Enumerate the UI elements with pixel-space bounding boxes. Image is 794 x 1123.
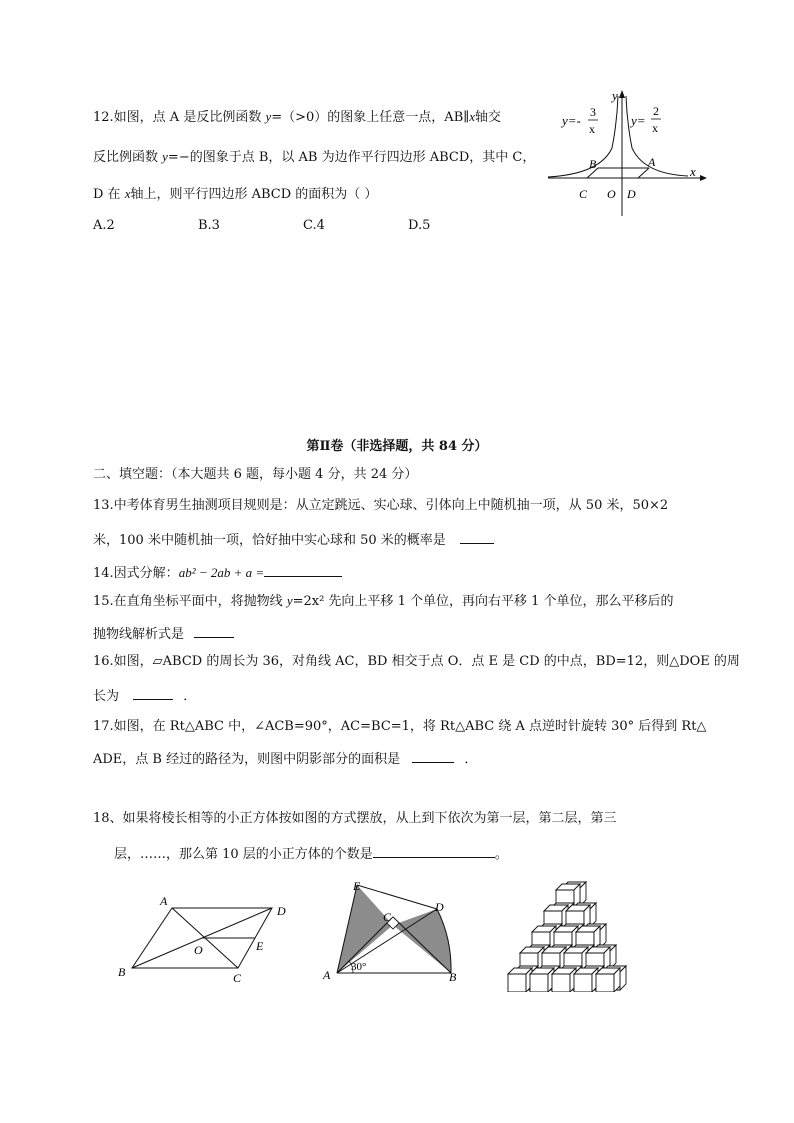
left-func-den: x <box>589 122 595 136</box>
q15-answer-blank <box>194 623 234 638</box>
q12-line-1: 12.如图，点 A 是反比例函数 y=（>0）的图象上任意一点，AB∥x轴交 <box>93 109 502 125</box>
q13-answer-blank <box>460 529 494 544</box>
q12-option-d: D.5 <box>408 218 431 233</box>
y-axis-label: y <box>612 88 618 103</box>
fig17-label-e: E <box>353 879 361 893</box>
x-axis-arrow-icon <box>700 175 707 181</box>
q12-option-a: A.2 <box>93 218 115 233</box>
fig16-label-c: C <box>233 971 242 985</box>
q14-expression: ab² − 2ab + a = <box>178 565 265 580</box>
section-2-heading: 二、填空题：（本大题共 6 题，每小题 4 分，共 24 分） <box>93 467 418 482</box>
fig16-label-e: E <box>256 939 264 953</box>
fig17-angle-label: 30° <box>351 961 367 973</box>
fig17-label-d: D <box>435 900 444 914</box>
left-func-num: 3 <box>590 105 596 119</box>
y-axis-arrow-icon <box>619 90 625 98</box>
part-2-title: 第Ⅱ卷（非选择题，共 84 分） <box>306 439 488 454</box>
q12-line-2: 反比例函数 y=−的图象于点 B，以 AB 为边作平行四边形 ABCD，其中 C， <box>93 149 536 165</box>
cube <box>552 968 576 992</box>
q18-stacked-cubes-figure <box>498 874 628 992</box>
q14-line: 14.因式分解：ab² − 2ab + a = <box>93 562 342 583</box>
q12-hyperbola-graph <box>540 88 710 218</box>
q12-option-b: B.3 <box>198 218 220 233</box>
q18-line-1: 18、如果将棱长相等的小正方体按如图的方式摆放，从上到下依次为第一层，第二层，第三 <box>93 811 617 826</box>
cube <box>508 968 532 992</box>
q16-line-1: 16.如图，▱ABCD 的周长为 36，对角线 AC，BD 相交于点 O．点 E 是 CD 的中点，BD=12，则△DOE 的周 <box>93 654 740 669</box>
fig16-label-o: O <box>194 943 203 957</box>
fig16-label-d: D <box>277 904 286 918</box>
q16-line-2: 长为 ． <box>93 685 196 706</box>
right-func-num: 2 <box>653 104 659 118</box>
q13-line-1: 13.中考体育男生抽测项目规则是：从立定跳远、实心球、引体向上中随机抽一项，从 50 米，50×2 <box>93 498 669 513</box>
q18-answer-blank <box>373 843 495 858</box>
q14-answer-blank <box>264 562 342 577</box>
q17-answer-blank <box>412 748 454 763</box>
fig17-label-b: B <box>449 970 457 984</box>
fig16-label-a: A <box>160 894 168 908</box>
q17-line-2: ADE，点 B 经过的路径为，则图中阴影部分的面积是 ． <box>93 748 477 769</box>
fig17-label-c: C <box>383 910 392 924</box>
q17-line-1: 17.如图，在 Rt△ABC 中，∠ACB=90°，AC=BC=1，将 Rt△ABC 绕 A 点逆时针旋转 30° 后得到 Rt△ <box>93 719 707 734</box>
right-func-prefix: y= <box>631 113 646 128</box>
fig17-label-a: A <box>323 968 331 982</box>
point-d-label: D <box>627 187 636 201</box>
q17-rotation-figure <box>315 875 465 985</box>
fig16-label-b: B <box>118 965 126 979</box>
cube <box>530 968 554 992</box>
cube <box>574 968 598 992</box>
q12-line-3: D 在 x轴上，则平行四边形 ABCD 的面积为（ ） <box>93 186 378 202</box>
left-func-prefix: y=- <box>562 113 581 128</box>
x-axis-label: x <box>690 164 696 179</box>
cube <box>596 968 620 992</box>
left-hyperbola-curve <box>548 96 618 177</box>
point-c-label: C <box>579 187 588 201</box>
q16-answer-blank <box>133 685 173 700</box>
q13-line-2: 米，100 米中随机抽一项，恰好抽中实心球和 50 米的概率是 <box>93 529 494 550</box>
segment-ad <box>638 168 649 178</box>
q18-line-2: 层，……，那么第 10 层的小正方体的个数是 。 <box>114 843 508 864</box>
q15-line-2: 抛物线解析式是 <box>93 623 234 644</box>
point-a-label: A <box>648 155 656 169</box>
q12-option-c: C.4 <box>303 218 325 233</box>
point-b-label: B <box>589 157 597 171</box>
point-o-label: O <box>607 187 616 201</box>
right-func-den: x <box>652 121 658 135</box>
q16-parallelogram-figure <box>110 888 300 988</box>
q15-line-1: 15.在直角坐标平面中，将抛物线 y=2x² 先向上平移 1 个单位，再向右平移 1 个单位，那么平移后的 <box>93 593 674 609</box>
